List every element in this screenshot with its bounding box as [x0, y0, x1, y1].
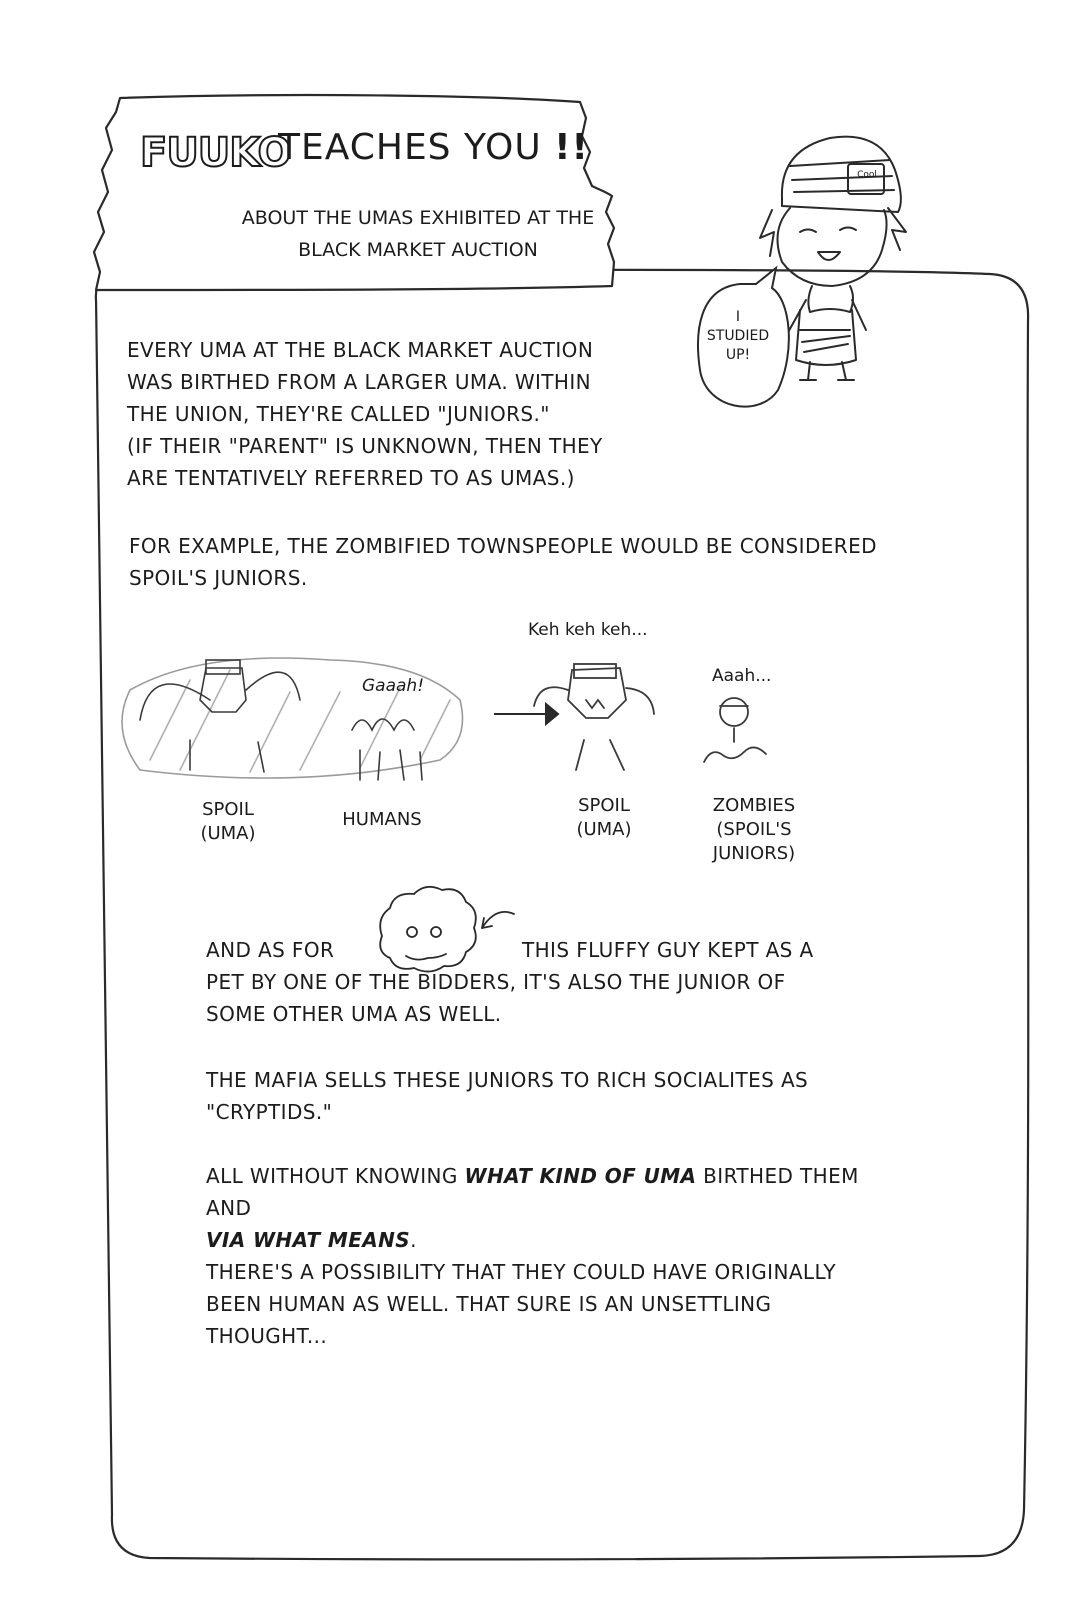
- paragraph-mafia: THE MAFIA SELLS THESE JUNIORS TO RICH SOCIALITES AS "CRYPTIDS.": [206, 1068, 809, 1124]
- paragraph-fluffy-rest: PET BY ONE OF THE BIDDERS, IT'S ALSO THE JUNIOR OF SOME OTHER UMA AS WELL.: [206, 970, 786, 1026]
- sfx-aaah: Aaah...: [712, 666, 772, 686]
- label-humans: HUMANS: [342, 809, 422, 830]
- title-name-lettering: FUUKO: [140, 130, 291, 176]
- paragraph-fluffy-start: AND AS FOR: [206, 938, 335, 962]
- label-spoil-uma-1: SPOIL (UMA): [200, 799, 256, 844]
- page-subtitle: ABOUT THE UMAS EXHIBITED AT THE BLACK MARKET AUCTION: [241, 207, 595, 261]
- paragraph-possibility: THERE'S A POSSIBILITY THAT THEY COULD HAVE ORIGINALLY BEEN HUMAN AS WELL. THAT SURE IS AN UNSETTLING THOUGHT...: [206, 1260, 836, 1348]
- text-segment: .: [410, 1228, 417, 1252]
- emphasis-via-what-means: VIA WHAT MEANS: [206, 1228, 411, 1252]
- speech-bubble-text: I STUDIED UP!: [706, 309, 770, 363]
- zombie-sketch: [704, 698, 766, 762]
- fluffy-creature-icon: [380, 887, 514, 972]
- sfx-gaaah: Gaaah!: [362, 676, 425, 696]
- beanie-badge: Cool: [857, 170, 877, 180]
- label-zombies: ZOMBIES (SPOIL'S JUNIORS): [712, 795, 796, 864]
- text-segment: ALL WITHOUT KNOWING: [206, 1164, 465, 1188]
- label-spoil-uma-2: SPOIL (UMA): [576, 795, 632, 840]
- paragraph-juniors-intro: EVERY UMA AT THE BLACK MARKET AUCTION WAS BIRTHED FROM A LARGER UMA. WITHIN THE UNION, THEY'RE CALLED "JUNIORS." (IF THEIR "PARENT" IS UNKNOWN, THEN THEY ARE TENTATIVELY REFERRED TO AS UMAS.): [127, 338, 603, 490]
- page-title: [278, 126, 589, 170]
- page-title-mark: !!: [554, 127, 589, 168]
- page-title-text: TEACHES YOU: [278, 127, 542, 168]
- paragraph-without-knowing: [206, 1160, 906, 1256]
- arrow-icon: [494, 704, 558, 724]
- paragraph-fluffy-after: THIS FLUFFY GUY KEPT AS A: [522, 938, 814, 962]
- emphasis-kind-of-uma: WHAT KIND OF UMA: [464, 1164, 697, 1188]
- text-segment: BIRTHED THEM AND: [206, 1164, 859, 1220]
- paragraph-example: FOR EXAMPLE, THE ZOMBIFIED TOWNSPEOPLE WOULD BE CONSIDERED SPOIL'S JUNIORS.: [129, 534, 877, 590]
- sfx-keh-keh: Keh keh keh...: [528, 620, 648, 640]
